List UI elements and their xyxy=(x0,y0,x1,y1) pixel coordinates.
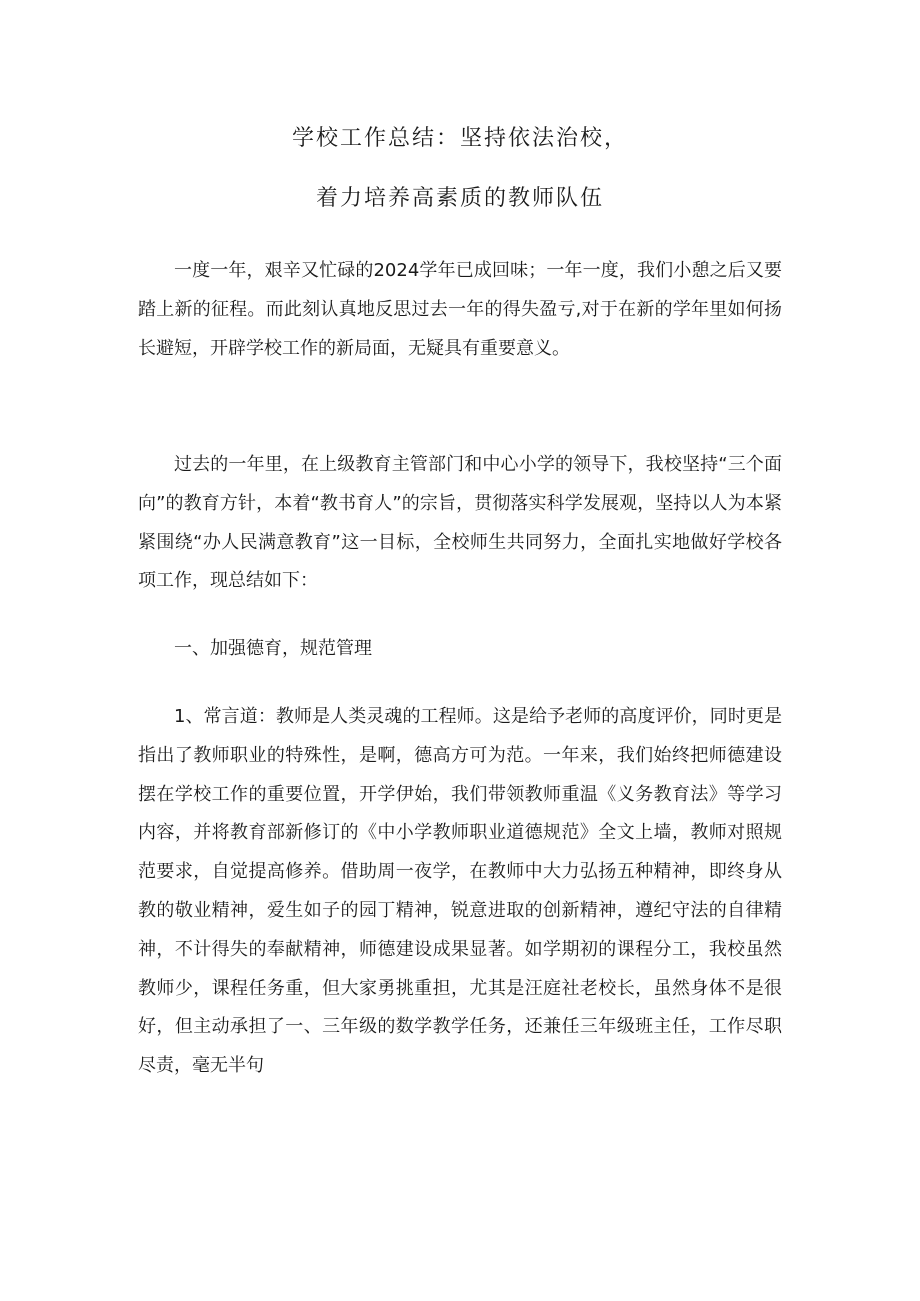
section-heading: 一、加强德育，规范管理 xyxy=(174,638,372,659)
overview-paragraph: 过去的一年里，在上级教育主管部门和中心小学的领导下，我校坚持“三个面向”的教育方针，本着“教书育人”的宗旨，贯彻落实科学发展观，坚持以人为本紧紧围绕“办人民满意教育”这一目标，全校师生共同努力，全面扎实地做好学校各项工作，现总结如下： xyxy=(138,454,782,592)
document-title-line-2: 着力培养高素质的教师队伍 xyxy=(315,186,604,211)
intro-paragraph: 一度一年，艰辛又忙碌的2024学年已成回味；一年一度，我们小憩之后又要踏上新的征程。而此刻认真地反思过去一年的得失盈亏,对于在新的学年里如何扬长避短，开辟学校工作的新局面，无疑具有重要意义。 xyxy=(138,260,782,359)
document-title-line-1: 学校工作总结：坚持依法治校， xyxy=(291,126,628,151)
section-paragraph: 1、常言道：教师是人类灵魂的工程师。这是给予老师的高度评价，同时更是指出了教师职业的特殊性，是啊，德高方可为范。一年来，我们始终把师德建设摆在学校工作的重要位置，开学伊始，我们带领教师重温《义务教育法》等学习内容，并将教育部新修订的《中小学教师职业道德规范》全文上墙，教师对照规范要求，自觉提高修养。借助周一夜学，在教师中大力弘扬五种精神，即终身从教的敬业精神，爱生如子的园丁精神，锐意进取的创新精神，遵纪守法的自律精神，不计得失的奉献精神，师德建设成果显著。如学期初的课程分工，我校虽然教师少，课程任务重，但大家勇挑重担，尤其是汪庭社老校长，虽然身体不是很好，但主动承担了一、三年级的数学教学任务，还兼任三年级班主任，工作尽职尽责，毫无半句 xyxy=(138,706,782,1077)
